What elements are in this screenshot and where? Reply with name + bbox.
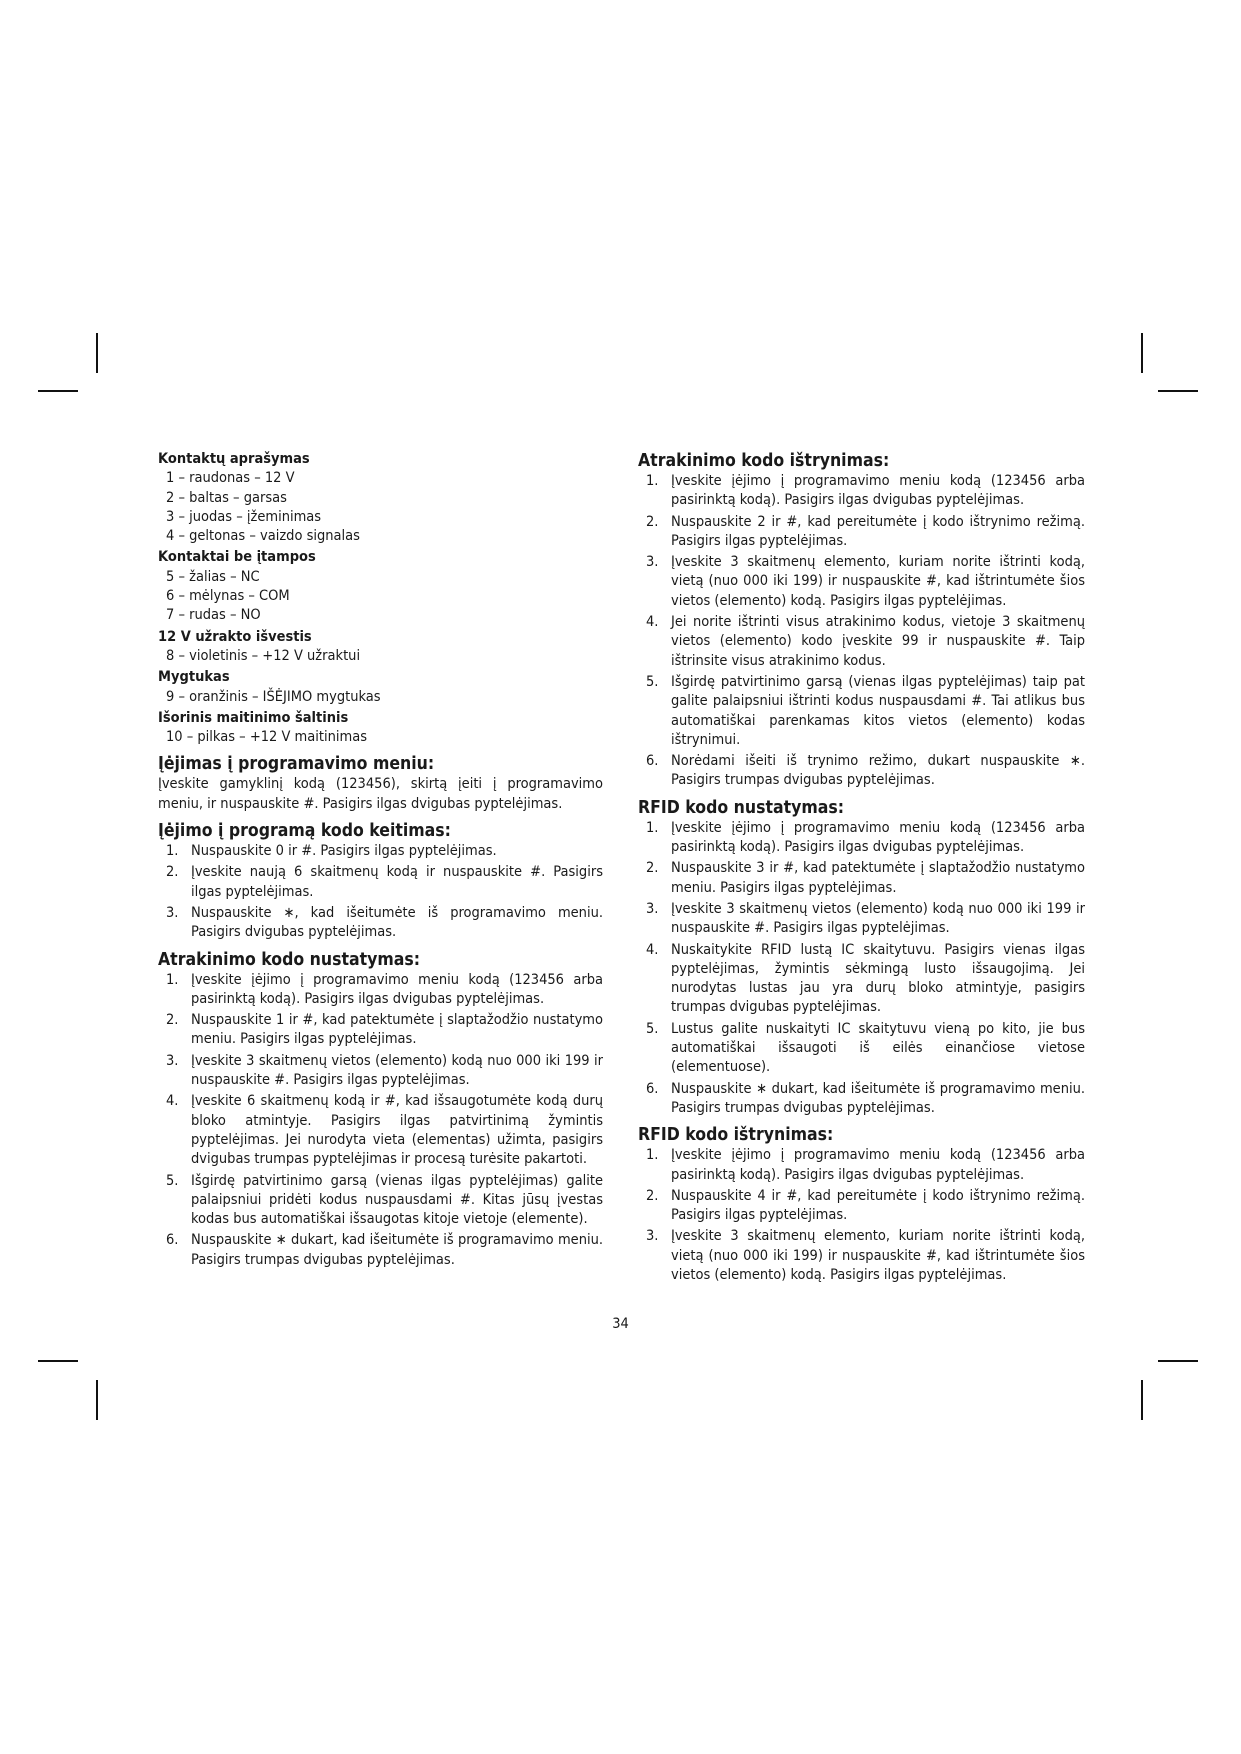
step-item: 4. Nuskaitykite RFID lustą IC skaitytuvu. Pasigirs vienas ilgas pyptelėjimas, žymintis sėkmingą lusto išsaugojimą. Jei nurodytas lustas jau yra durų bloko atmintyje, pasigirs trumpas dvigubas pyptelėjimas. [646,941,1085,1016]
step-text: Įveskite 3 skaitmenų vietos (elemento) kodą nuo 000 iki 199 ir nuspauskite #. Pasigirs ilgas pyptelėjimas. [191,1052,603,1089]
step-item: 1. Įveskite įėjimo į programavimo meniu kodą (123456 arba pasirinktą kodą). Pasigirs ilgas dvigubas pyptelėjimas. [646,819,1085,856]
button-title: Mygtukas [158,669,230,686]
step-item: 1. Nuspauskite 0 ir #. Pasigirs ilgas pyptelėjimas. [166,843,497,860]
step-item: 3. Įveskite 3 skaitmenų vietos (elemento) kodą nuo 000 iki 199 ir nuspauskite #. Pasigirs ilgas pyptelėjimas. [166,1052,603,1089]
crop-mark-top-left-vertical [96,333,98,373]
step-item: 3. Įveskite 3 skaitmenų vietos (elemento) kodą nuo 000 iki 199 ir nuspauskite #. Pasigirs ilgas pyptelėjimas. [646,900,1085,937]
step-text: Įveskite įėjimo į programavimo meniu kodą (123456 arba pasirinktą kodą). Pasigirs ilgas dvigubas pyptelėjimas. [671,1147,1085,1183]
page-number: 34 [612,1316,629,1332]
step-item: 1. Įveskite įėjimo į programavimo meniu kodą (123456 arba pasirinktą kodą). Pasigirs ilgas dvigubas pyptelėjimas. [646,1147,1085,1183]
list-item: 9 – oranžinis – IŠĖJIMO mygtukas [166,688,381,705]
step-text: Jei norite ištrinti visus atrakinimo kodus, vietoje 3 skaitmenų vietos (elemento) kodo įveskite 99 ir nuspauskite #. Taip ištrinsite visus atrakinimo kodus. [671,614,1085,669]
step-item: 2. Įveskite naują 6 skaitmenų kodą ir nuspauskite #. Pasigirs ilgas pyptelėjimas. [166,864,603,900]
step-text: Nuspauskite 4 ir #, kad pereitumėte į kodo ištrynimo režimą. Pasigirs ilgas pyptelėjimas. [671,1187,1085,1224]
enter-menu-heading: Įėjimas į programavimo meniu: [158,754,435,775]
change-code-heading: Įėjimo į programą kodo keitimas: [158,821,451,842]
step-item: 4. Įveskite 6 skaitmenų kodą ir #, kad išsaugotumėte kodą durų bloko atmintyje. Pasigirs ilgas patvirtinimą žymintis pyptelėjimas. Jei nurodyta vieta (elementas) užimta, pasigirs dvigubas trumpas pyptelėjimas ir procesą turėsite pakartoti. [166,1093,603,1168]
step-item: 1. Įveskite įėjimo į programavimo meniu kodą (123456 arba pasirinktą kodą). Pasigirs ilgas dvigubas pyptelėjimas. [166,971,603,1007]
unlock-delete-steps [638,472,1085,791]
list-item: 8 – violetinis – +12 V užraktui [166,647,361,664]
list-item: 6 – mėlynas – COM [166,588,290,605]
step-text: Įveskite 3 skaitmenų vietos (elemento) kodą nuo 000 iki 199 ir nuspauskite #. Pasigirs ilgas pyptelėjimas. [671,900,1085,937]
crop-mark-top-right-horizontal [1158,390,1198,392]
step-item: 6. Nuspauskite ∗ dukart, kad išeitumėte iš programavimo meniu. Pasigirs trumpas dvigubas pyptelėjimas. [646,1080,1085,1116]
no-voltage-title: Kontaktai be įtampos [158,549,316,566]
step-text: Įveskite 3 skaitmenų elemento, kuriam norite ištrinti kodą, vietą (nuo 000 iki 199) ir nuspauskite #, kad ištrintumėte šios vietos (elemento) kodą. Pasigirs ilgas pyptelėjimas. [671,1228,1085,1283]
unlock-delete-heading: Atrakinimo kodo ištrynimas: [638,451,890,471]
rfid-delete-steps [638,1146,1085,1285]
rfid-delete-heading: RFID kodo ištrynimas: [638,1125,834,1146]
crop-mark-bottom-right-horizontal [1158,1360,1198,1362]
list-item: 10 – pilkas – +12 V maitinimas [166,729,368,746]
no-voltage-list [158,568,603,626]
crop-mark-bottom-left-vertical [96,1380,98,1420]
list-item: 3 – juodas – įžeminimas [166,508,322,525]
step-text: Išgirdę patvirtinimo garsą (vienas ilgas pyptelėjimas) taip pat galite palaipsniui ištrinti kodus nuspausdami #. Tai atlikus bus automatiškai parenkamas kitos vietos (elemento) kodas ištrynimui. [671,673,1085,748]
list-item: 4 – geltonas – vaizdo signalas [166,528,360,545]
step-text: Nuspauskite ∗ dukart, kad išeitumėte iš programavimo meniu. Pasigirs trumpas dvigubas pyptelėjimas. [671,1080,1085,1116]
step-text: Norėdami išeiti iš trynimo režimo, dukart nuspauskite ∗. Pasigirs trumpas dvigubas pyptelėjimas. [671,753,1085,789]
crop-mark-top-left-horizontal [38,390,78,392]
contacts-title: Kontaktų aprašymas [158,451,310,467]
step-text: Lustus galite nuskaityti IC skaitytuvu vieną po kito, jie bus automatiškai išsaugoti iš eilės einančiose vietose (elementuose). [671,1020,1085,1076]
left-column [158,448,603,1272]
enter-menu-text: Įveskite gamyklinį kodą (123456), skirtą įeiti į programavimo meniu, ir nuspauskite #. Pasigirs ilgas dvigubas pyptelėjimas. [158,776,603,812]
step-item: 5. Išgirdę patvirtinimo garsą (vienas ilgas pyptelėjimas) galite palaipsniui pridėti kodus nuspausdami #. Kitas jūsų įvestas kodas bus automatiškai išsaugotas kitoje vietoje (elemente). [166,1172,603,1228]
unlock-setup-steps [158,971,603,1270]
step-text: Nuspauskite 0 ir #. Pasigirs ilgas pyptelėjimas. [191,843,497,860]
step-item: 4. Jei norite ištrinti visus atrakinimo kodus, vietoje 3 skaitmenų vietos (elemento) kodo įveskite 99 ir nuspauskite #. Taip ištrinsite visus atrakinimo kodus. [646,614,1085,669]
step-text: Įveskite įėjimo į programavimo meniu kodą (123456 arba pasirinktą kodą). Pasigirs ilgas dvigubas pyptelėjimas. [671,473,1085,509]
step-text: Įveskite 3 skaitmenų elemento, kuriam norite ištrinti kodą, vietą (nuo 000 iki 199) ir nuspauskite #, kad ištrintumėte šios vietos (elemento) kodą. Pasigirs ilgas pyptelėjimas. [671,554,1085,609]
step-item: 5. Išgirdę patvirtinimo garsą (vienas ilgas pyptelėjimas) taip pat galite palaipsniui ištrinti kodus nuspausdami #. Tai atlikus bus automatiškai parenkamas kitos vietos (elemento) kodas ištrynimui. [646,673,1085,748]
rfid-setup-heading: RFID kodo nustatymas: [638,797,845,818]
step-item: 3. Nuspauskite ∗, kad išeitumėte iš programavimo meniu. Pasigirs dvigubas pyptelėjimas. [166,904,603,941]
right-column [638,450,1085,1287]
step-text: Išgirdę patvirtinimo garsą (vienas ilgas pyptelėjimas) galite palaipsniui pridėti kodus nuspausdami #. Kitas jūsų įvestas kodas bus automatiškai išsaugotas kitoje vietoje (elemente). [191,1172,603,1228]
step-text: Įveskite naują 6 skaitmenų kodą ir nuspauskite #. Pasigirs ilgas pyptelėjimas. [191,864,603,900]
step-item: 5. Lustus galite nuskaityti IC skaitytuvu vieną po kito, jie bus automatiškai išsaugoti iš eilės einančiose vietose (elementuose). [646,1020,1085,1076]
unlock-setup-heading: Atrakinimo kodo nustatymas: [158,949,421,970]
step-text: Įveskite įėjimo į programavimo meniu kodą (123456 arba pasirinktą kodą). Pasigirs ilgas dvigubas pyptelėjimas. [191,971,603,1007]
step-text: Įveskite įėjimo į programavimo meniu kodą (123456 arba pasirinktą kodą). Pasigirs ilgas dvigubas pyptelėjimas. [671,819,1085,856]
step-text: Nuspauskite 3 ir #, kad patektumėte į slaptažodžio nustatymo meniu. Pasigirs ilgas pyptelėjimas. [671,860,1085,896]
crop-mark-bottom-right-vertical [1141,1380,1143,1420]
list-item: 7 – rudas – NO [166,607,261,624]
power-title: Išorinis maitinimo šaltinis [158,709,349,726]
step-text: Nuspauskite 2 ir #, kad pereitumėte į kodo ištrynimo režimą. Pasigirs ilgas pyptelėjimas. [671,513,1085,549]
rfid-setup-steps [638,819,1085,1118]
step-item: 6. Norėdami išeiti iš trynimo režimo, dukart nuspauskite ∗. Pasigirs trumpas dvigubas pyptelėjimas. [646,753,1085,789]
lock-output-title: 12 V užrakto išvestis [158,628,312,645]
step-text: Nuspauskite ∗, kad išeitumėte iš programavimo meniu. Pasigirs dvigubas pyptelėjimas. [191,904,603,941]
step-item: 2. Nuspauskite 4 ir #, kad pereitumėte į kodo ištrynimo režimą. Pasigirs ilgas pyptelėjimas. [646,1187,1085,1224]
step-item: 1. Įveskite įėjimo į programavimo meniu kodą (123456 arba pasirinktą kodą). Pasigirs ilgas dvigubas pyptelėjimas. [646,473,1085,509]
change-code-steps [158,842,603,942]
crop-mark-top-right-vertical [1141,333,1143,373]
list-item: 2 – baltas – garsas [166,489,287,506]
list-item: 1 – raudonas – 12 V [166,470,295,487]
step-text: Įveskite 6 skaitmenų kodą ir #, kad išsaugotumėte kodą durų bloko atmintyje. Pasigirs ilgas patvirtinimą žymintis pyptelėjimas. Jei nurodyta vieta (elementas) užimta, pasigirs dvigubas trumpas pyptelėjimas ir procesą turėsite pakartoti. [191,1093,603,1168]
step-item: 3. Įveskite 3 skaitmenų elemento, kuriam norite ištrinti kodą, vietą (nuo 000 iki 199) ir nuspauskite #, kad ištrintumėte šios vietos (elemento) kodą. Pasigirs ilgas pyptelėjimas. [646,1228,1085,1283]
contacts-list [158,469,603,546]
crop-mark-bottom-left-horizontal [38,1360,78,1362]
list-item: 5 – žalias – NC [166,568,260,585]
step-text: Nuskaitykite RFID lustą IC skaitytuvu. Pasigirs vienas ilgas pyptelėjimas, žymintis sėkmingą lusto išsaugojimą. Jei nurodytas lustas jau yra durų bloko atmintyje, pasigirs trumpas dvigubas pyptelėjimas. [671,941,1085,1016]
step-item: 2. Nuspauskite 1 ir #, kad patektumėte į slaptažodžio nustatymo meniu. Pasigirs ilgas pyptelėjimas. [166,1012,603,1048]
step-item: 3. Įveskite 3 skaitmenų elemento, kuriam norite ištrinti kodą, vietą (nuo 000 iki 199) ir nuspauskite #, kad ištrintumėte šios vietos (elemento) kodą. Pasigirs ilgas pyptelėjimas. [646,554,1085,609]
step-item: 6. Nuspauskite ∗ dukart, kad išeitumėte iš programavimo meniu. Pasigirs trumpas dvigubas pyptelėjimas. [166,1232,603,1268]
step-item: 2. Nuspauskite 3 ir #, kad patektumėte į slaptažodžio nustatymo meniu. Pasigirs ilgas pyptelėjimas. [646,860,1085,896]
step-text: Nuspauskite ∗ dukart, kad išeitumėte iš programavimo meniu. Pasigirs trumpas dvigubas pyptelėjimas. [191,1232,603,1268]
step-item: 2. Nuspauskite 2 ir #, kad pereitumėte į kodo ištrynimo režimą. Pasigirs ilgas pyptelėjimas. [646,513,1085,549]
step-text: Nuspauskite 1 ir #, kad patektumėte į slaptažodžio nustatymo meniu. Pasigirs ilgas pyptelėjimas. [191,1012,603,1048]
